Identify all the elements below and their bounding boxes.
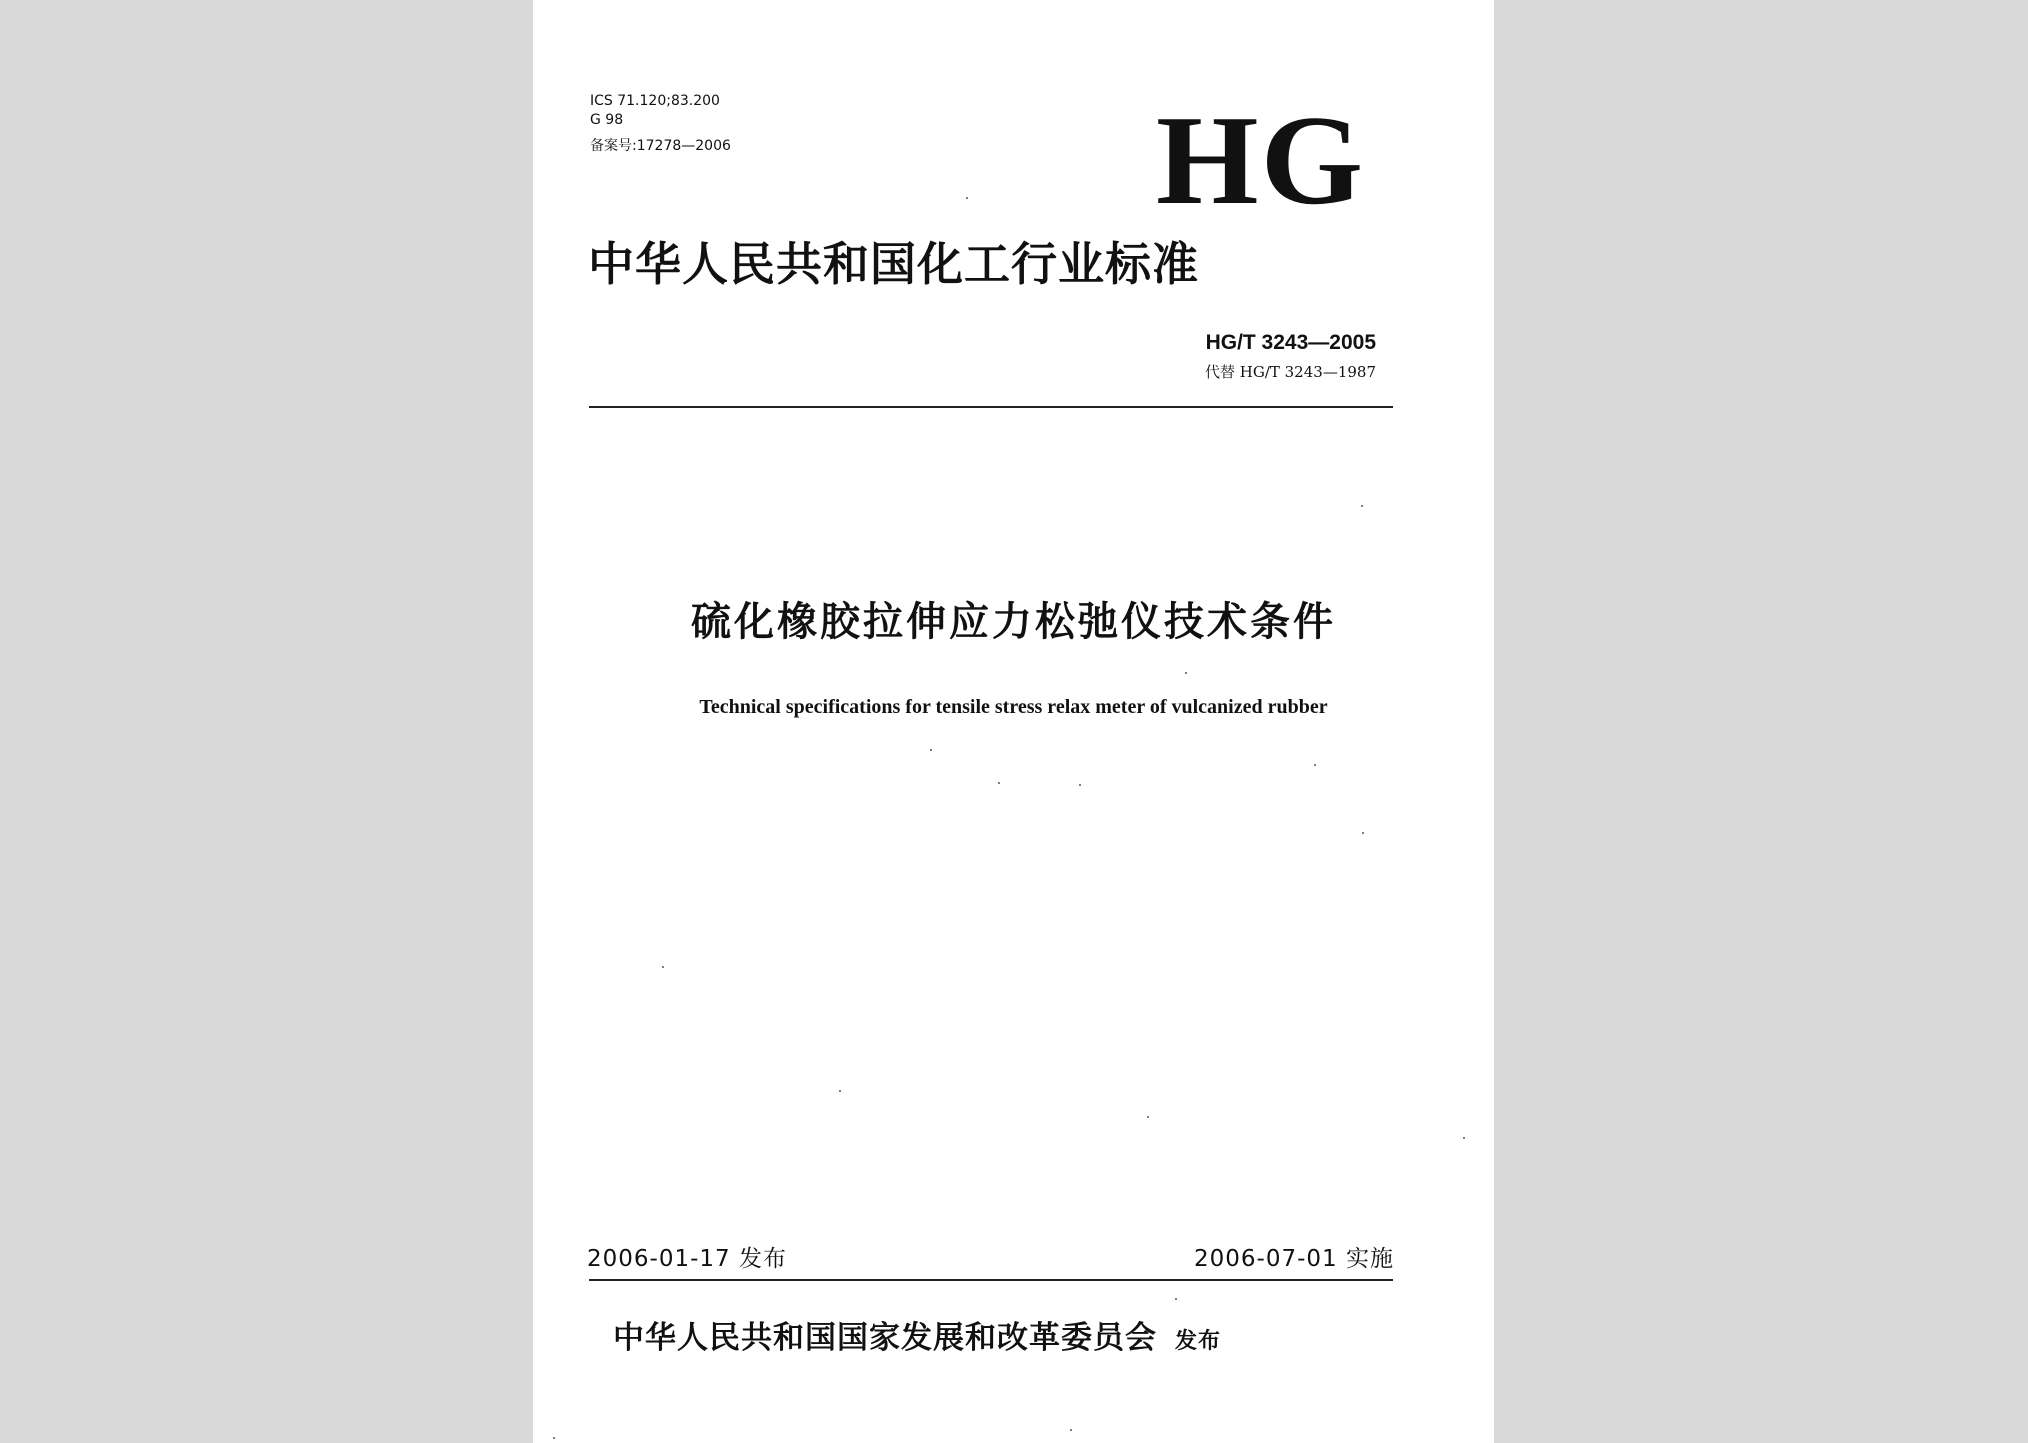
- scan-speck: [1079, 784, 1081, 786]
- header-divider: [589, 406, 1393, 408]
- scan-speck: [930, 749, 932, 751]
- publisher: [613, 1318, 1221, 1361]
- scan-speck: [662, 966, 664, 968]
- ccs-code: G 98: [590, 112, 624, 128]
- replaced-standard: 代替 HG/T 3243—1987: [1204, 363, 1376, 381]
- scan-speck: [1463, 1137, 1465, 1139]
- scan-speck: [1362, 832, 1364, 834]
- issue-date: 2006-01-17 发布: [587, 1246, 787, 1272]
- scan-speck: [1147, 1116, 1149, 1118]
- document-page: [533, 0, 1494, 1443]
- scan-speck: [1175, 1298, 1177, 1300]
- ics-code: ICS 71.120;83.200: [590, 93, 720, 109]
- scan-speck: [1070, 1429, 1072, 1431]
- effective-date: 2006-07-01 实施: [1194, 1246, 1394, 1272]
- standard-number: HG/T 3243—2005: [1205, 331, 1376, 354]
- scan-speck: [966, 197, 968, 199]
- scan-speck: [839, 1090, 841, 1092]
- record-number: 备案号:17278—2006: [590, 138, 731, 154]
- footer-divider: [589, 1279, 1393, 1281]
- publisher-suffix: 发布: [1175, 1328, 1222, 1354]
- scan-speck: [998, 782, 1000, 784]
- document-title-cn: 硫化橡胶拉伸应力松弛仪技术条件: [691, 599, 1336, 645]
- document-title-en: Technical specifications for tensile stress relax meter of vulcanized rubber: [699, 696, 1328, 718]
- scan-speck: [553, 1437, 555, 1439]
- standard-category-title: 中华人民共和国化工行业标准: [588, 237, 1199, 291]
- scan-speck: [1314, 764, 1316, 766]
- hg-logo: HG: [1156, 89, 1366, 231]
- scan-speck: [1185, 672, 1187, 674]
- publisher-name: 中华人民共和国国家发展和改革委员会: [613, 1320, 1157, 1356]
- scan-speck: [1361, 505, 1363, 507]
